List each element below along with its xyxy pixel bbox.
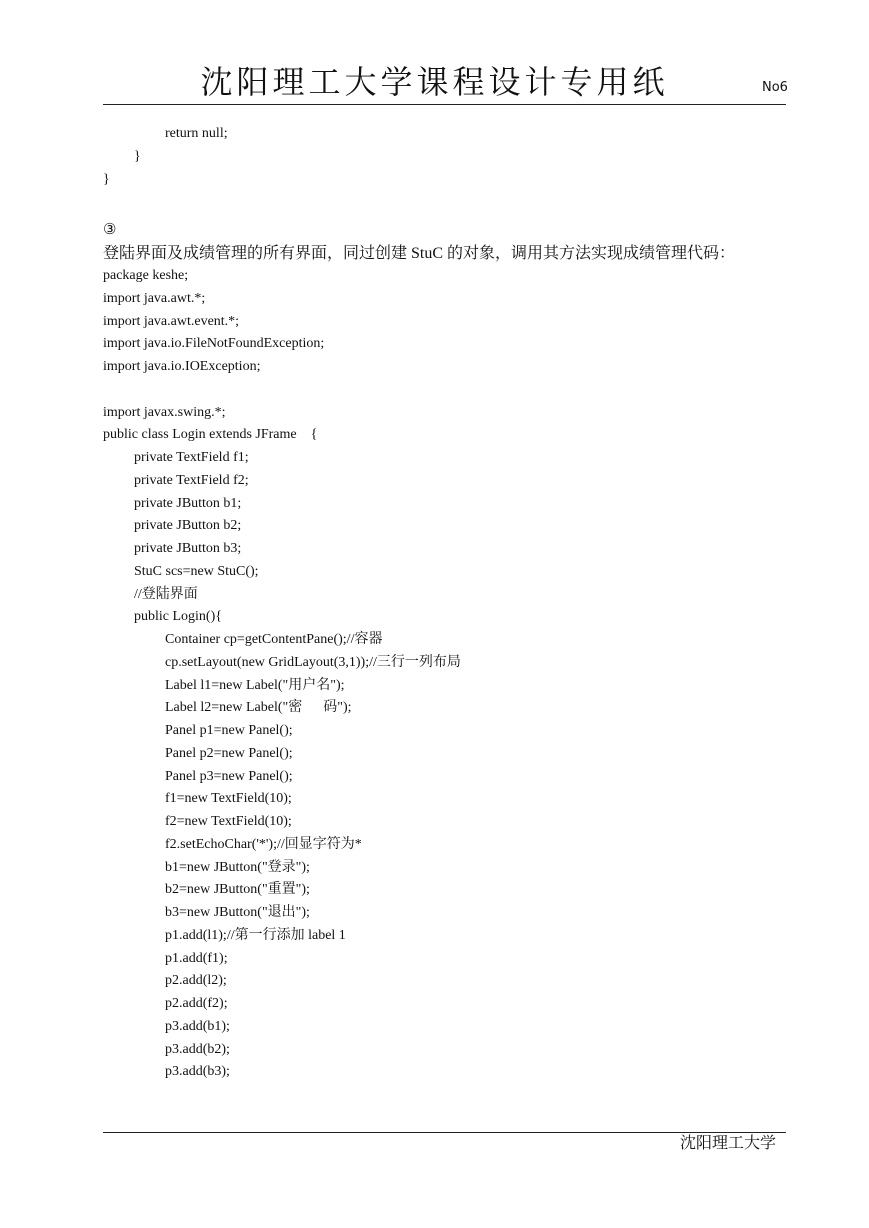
header-divider (103, 104, 786, 105)
page-title: 沈阳理工大学课程设计专用纸 (200, 63, 669, 101)
code-line: return null; (165, 126, 228, 141)
code-line: private TextField f1; (134, 450, 249, 465)
code-line: import java.awt.event.*; (103, 313, 240, 329)
code-line: p1.add(l1);//第一行添加 label 1 (165, 927, 346, 943)
code-line: p3.add(b1); (165, 1018, 230, 1034)
code-line: import java.awt.*; (103, 290, 206, 306)
code-line: p2.add(l2); (165, 973, 227, 989)
code-line: p1.add(f1); (165, 950, 228, 966)
code-line: import java.io.FileNotFoundException; (103, 336, 325, 352)
code-line: f1=new TextField(10); (165, 791, 292, 807)
blank-line (103, 379, 786, 402)
code-line: Label l1=new Label("用户名"); (165, 677, 345, 693)
code-line: } (134, 148, 141, 164)
code-line: StuC scs=new StuC(); (134, 563, 259, 579)
code-line: private TextField f2; (134, 472, 249, 488)
footer-divider (103, 1132, 786, 1133)
section-paragraph: 登陆界面及成绩管理的所有界面，同过创建 StuC 的对象，调用其方法实现成绩管理代码： (103, 245, 736, 262)
code-line: p3.add(b3); (165, 1064, 230, 1080)
code-line: Panel p1=new Panel(); (165, 723, 293, 738)
code-line: Container cp=getContentPane();//容器 (165, 632, 383, 647)
code-line: b2=new JButton("重置"); (165, 882, 310, 898)
code-line: private JButton b2; (134, 518, 242, 534)
code-line: Panel p3=new Panel(); (165, 768, 293, 784)
code-line: Panel p2=new Panel(); (165, 745, 293, 761)
code-line: Label l2=new Label("密 码"); (165, 700, 352, 716)
code-line: p3.add(b2); (165, 1041, 230, 1057)
code-line: public Login(){ (134, 609, 222, 625)
code-line: f2=new TextField(10); (165, 814, 292, 829)
code-line: b3=new JButton("退出"); (165, 905, 310, 920)
section-marker: ③ (103, 222, 117, 238)
code-line: f2.setEchoChar('*');//回显字符为* (165, 836, 362, 852)
code-line: b1=new JButton("登录"); (165, 859, 310, 875)
code-comment: //登陆界面 (134, 586, 198, 602)
document-body (103, 123, 786, 1084)
page-number: No6 (762, 80, 788, 95)
code-line: private JButton b3; (134, 541, 242, 556)
code-line: package keshe; (103, 268, 189, 283)
code-line: p2.add(f2); (165, 996, 228, 1011)
code-line: public class Login extends JFrame { (103, 427, 318, 443)
code-line: import javax.swing.*; (103, 404, 226, 420)
code-line: } (103, 171, 110, 187)
code-line: private JButton b1; (134, 495, 242, 511)
code-line: import java.io.IOException; (103, 359, 261, 374)
blank-line (103, 191, 786, 214)
footer-institution: 沈阳理工大学 (680, 1135, 777, 1152)
code-line: cp.setLayout(new GridLayout(3,1));//三行一列布局 (165, 654, 461, 670)
